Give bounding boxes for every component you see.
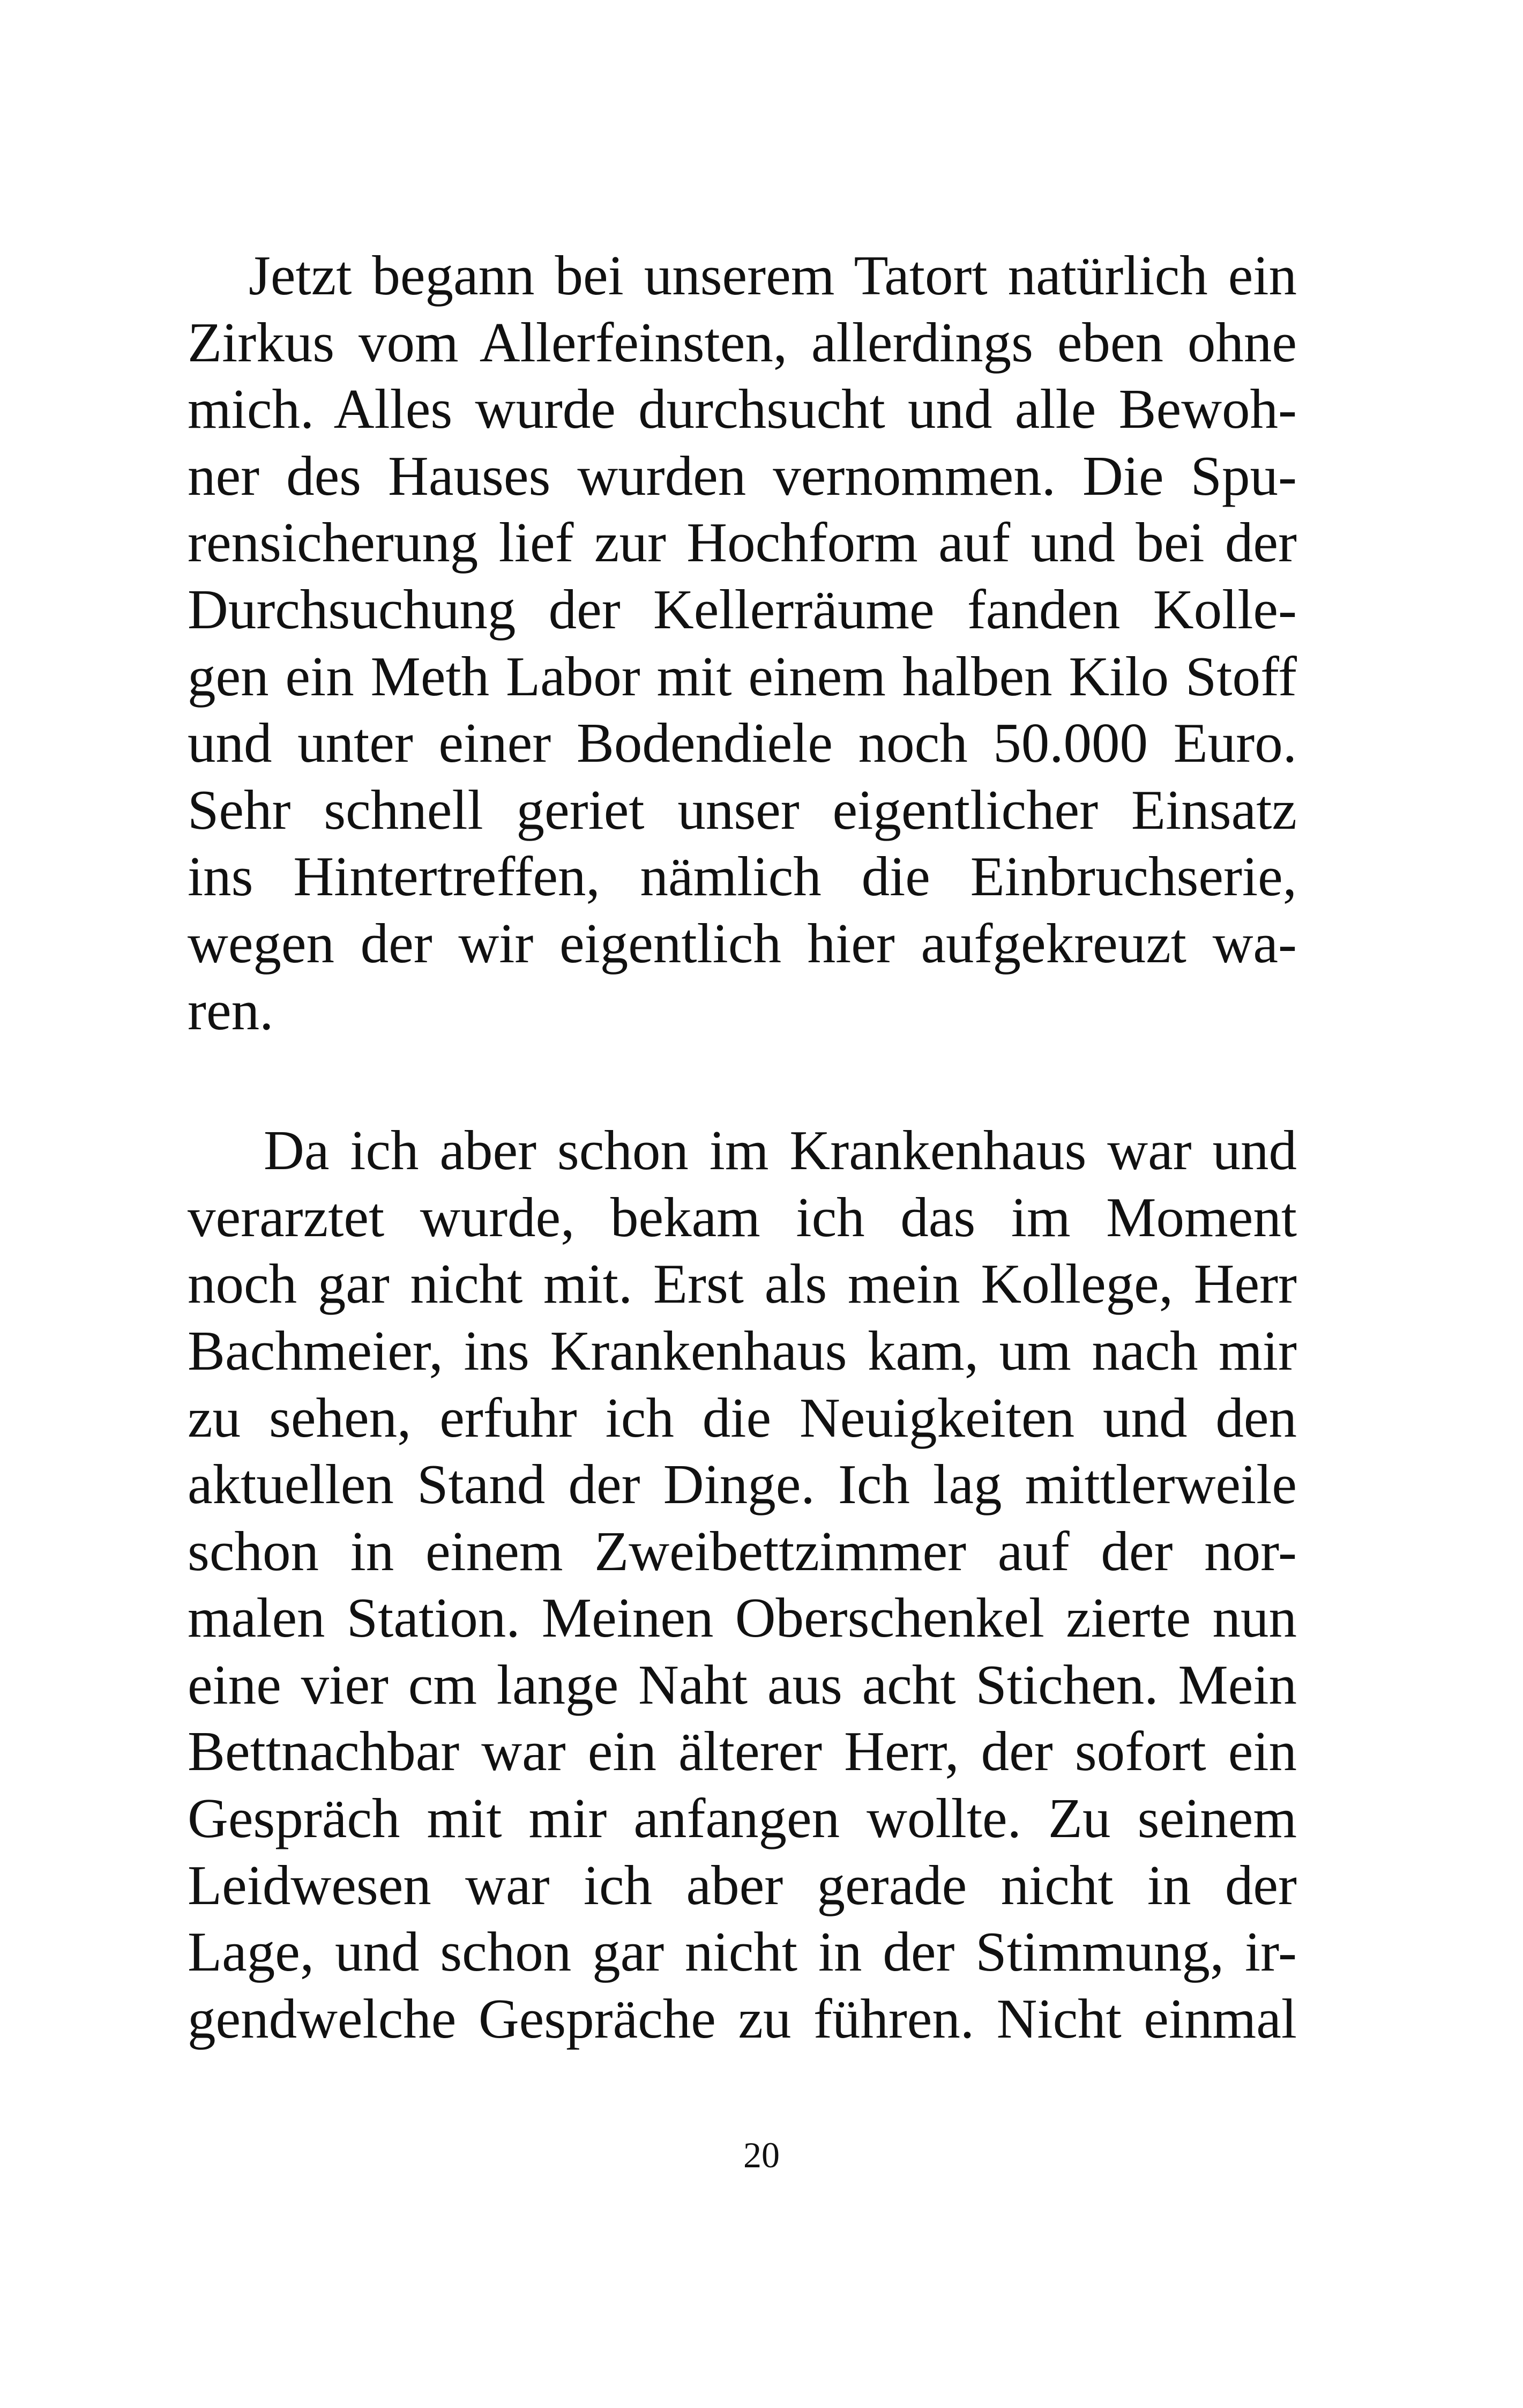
text-line: Lage, und schon gar nicht in der Stimmung, ir- [188,1920,1297,1983]
text-line: Sehr schnell geriet unser eigentlicher Einsatz [188,778,1297,841]
text-line: ner des Hauses wurden vernommen. Die Spu- [188,444,1297,507]
text-line: ren. [188,978,274,1042]
text-line: aktuellen Stand der Dinge. Ich lag mittlerweile [188,1453,1297,1516]
text-line: Leidwesen war ich aber gerade nicht in der [188,1853,1297,1916]
text-line: rensicherung lief zur Hochform auf und bei der [188,511,1297,574]
text-line: wegen der wir eigentlich hier aufgekreuzt wa- [188,911,1297,975]
text-line: mich. Alles wurde durchsucht und alle Bewoh- [188,377,1297,441]
text-line: ins Hintertreffen, nämlich die Einbruchserie, [188,845,1297,908]
text-line: Bachmeier, ins Krankenhaus kam, um nach mir [188,1319,1297,1382]
text-line: verarztet wurde, bekam ich das im Moment [188,1185,1297,1248]
text-line: Gespräch mit mir anfangen wollte. Zu seinem [188,1787,1297,1850]
text-line: Da ich aber schon im Krankenhaus war und [264,1119,1297,1182]
text-line: noch gar nicht mit. Erst als mein Kollege, Herr [188,1252,1297,1316]
page-number: 20 [743,2135,780,2175]
paragraph-2 [188,1117,1297,2052]
text-line: und unter einer Bodendiele noch 50.000 Euro. [188,711,1297,775]
text-line: Zirkus vom Allerfeinsten, allerdings eben ohne [188,310,1297,374]
text-line: zu sehen, erfuhr ich die Neuigkeiten und den [188,1386,1297,1449]
body-text [188,242,1297,2052]
text-line: Durchsuchung der Kellerräume fanden Kolle- [188,577,1297,641]
text-line: gendwelche Gespräche zu führen. Nicht einmal [188,1987,1297,2050]
text-line: Jetzt begann bei unserem Tatort natürlich ein [249,244,1297,307]
paragraph-1 [188,242,1297,1044]
text-line: malen Station. Meinen Oberschenkel zierte nun [188,1586,1297,1649]
text-line: gen ein Meth Labor mit einem halben Kilo Stoff [188,644,1297,708]
text-line: Bettnachbar war ein älterer Herr, der sofort ein [188,1720,1297,1783]
text-line: eine vier cm lange Naht aus acht Stichen. Mein [188,1653,1297,1716]
text-line: schon in einem Zweibettzimmer auf der nor- [188,1519,1297,1582]
